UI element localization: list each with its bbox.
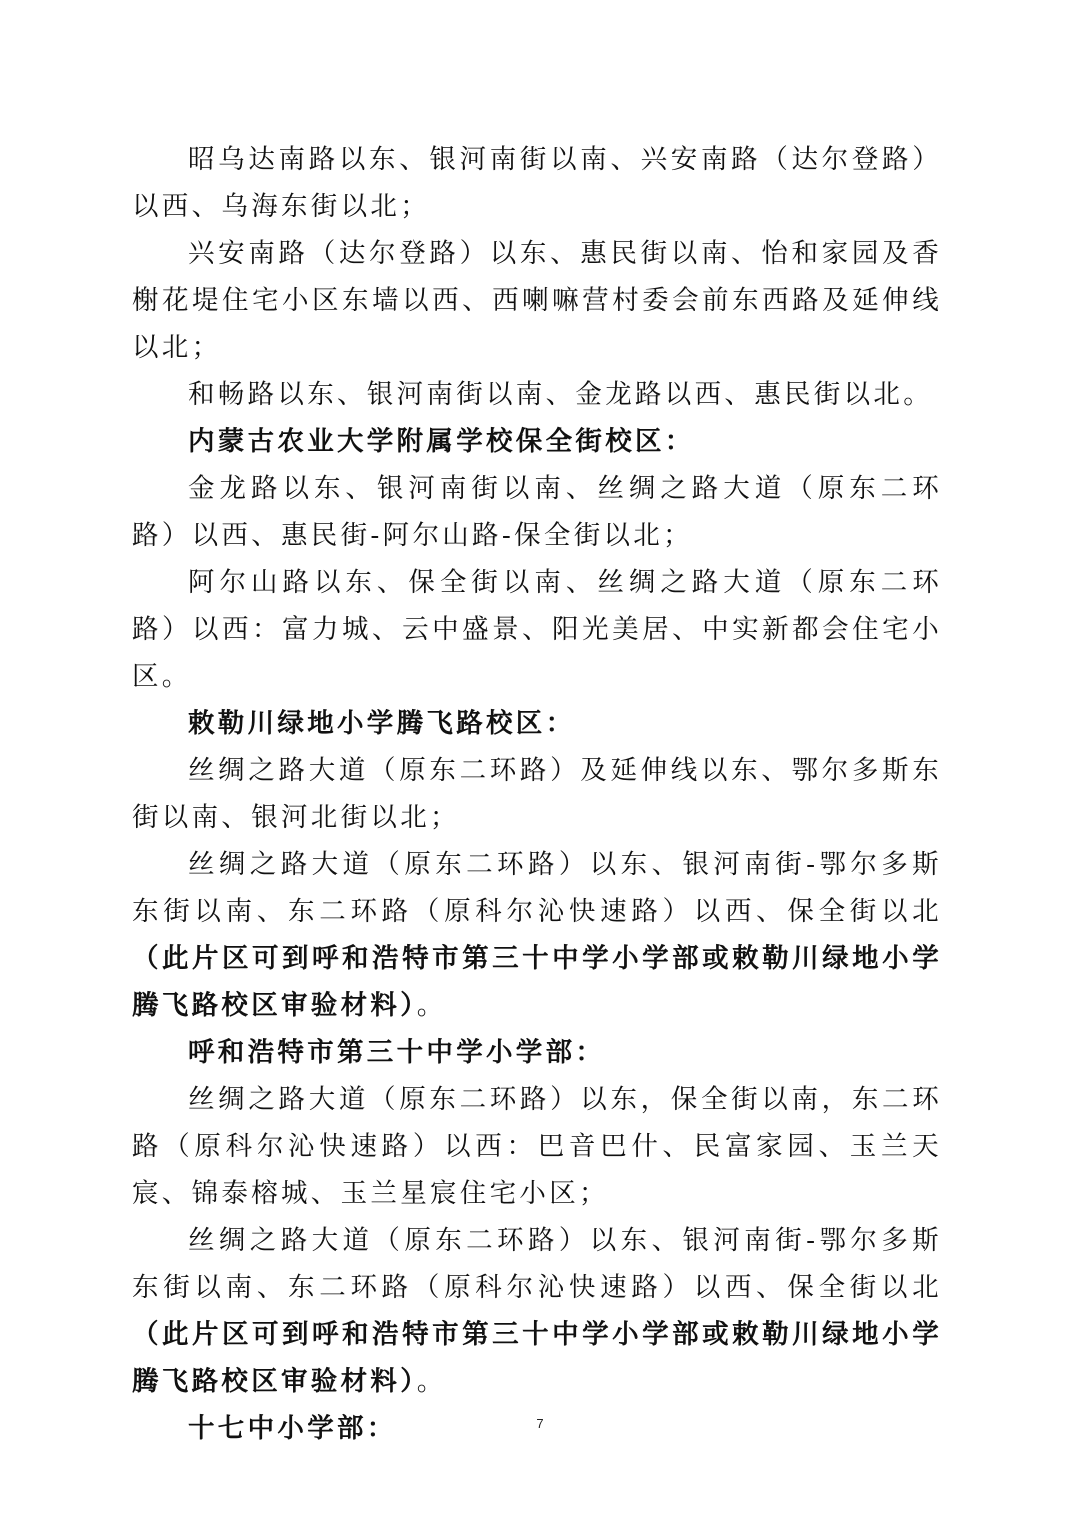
paragraph-9 bbox=[132, 841, 942, 1029]
paragraph-3: 和畅路以东、银河南街以南、金龙路以西、惠民街以北。 bbox=[188, 379, 933, 410]
paragraph-9-tail: 。 bbox=[416, 990, 447, 1021]
paragraph-6: 阿尔山路以东、保全街以南、丝绸之路大道（原东二环路）以西：富力城、云中盛景、阳光美居、中实新都会住宅小区。 bbox=[132, 567, 942, 692]
section-heading-tengfeilu-campus: 敕勒川绿地小学腾飞路校区： bbox=[188, 708, 576, 739]
paragraph-5: 金龙路以东、银河南街以南、丝绸之路大道（原东二环路）以西、惠民街-阿尔山路-保全街以北； bbox=[132, 473, 942, 551]
section-heading-no17-middle-school: 十七中小学部： bbox=[188, 1413, 397, 1444]
section-heading-baoquanjie-campus: 内蒙古农业大学附属学校保全街校区： bbox=[188, 426, 695, 457]
document-body bbox=[132, 136, 942, 1452]
page-number: 7 bbox=[536, 1416, 544, 1431]
paragraph-9-bold-note: （此片区可到呼和浩特市第三十中学小学部或敕勒川绿地小学腾飞路校区审验材料） bbox=[132, 943, 942, 1021]
paragraph-12-text: 丝绸之路大道（原东二环路）以东、银河南街-鄂尔多斯东街以南、东二环路（原科尔沁快速路）以西、保全街以北 bbox=[132, 1225, 942, 1303]
section-heading-no30-middle-school: 呼和浩特市第三十中学小学部： bbox=[188, 1037, 606, 1068]
paragraph-2: 兴安南路（达尔登路）以东、惠民街以南、怡和家园及香榭花堤住宅小区东墙以西、西喇嘛营村委会前东西路及延伸线以北； bbox=[132, 238, 942, 363]
paragraph-8: 丝绸之路大道（原东二环路）及延伸线以东、鄂尔多斯东街以南、银河北街以北； bbox=[132, 755, 942, 833]
paragraph-9-text: 丝绸之路大道（原东二环路）以东、银河南街-鄂尔多斯东街以南、东二环路（原科尔沁快速路）以西、保全街以北 bbox=[132, 849, 942, 927]
paragraph-12-bold-note: （此片区可到呼和浩特市第三十中学小学部或敕勒川绿地小学腾飞路校区审验材料） bbox=[132, 1319, 942, 1397]
paragraph-12 bbox=[132, 1217, 942, 1405]
paragraph-11: 丝绸之路大道（原东二环路）以东，保全街以南，东二环路（原科尔沁快速路）以西：巴音巴什、民富家园、玉兰天宸、锦泰榕城、玉兰星宸住宅小区； bbox=[132, 1084, 942, 1209]
paragraph-1: 昭乌达南路以东、银河南街以南、兴安南路（达尔登路）以西、乌海东街以北； bbox=[132, 144, 942, 222]
paragraph-12-tail: 。 bbox=[416, 1366, 447, 1397]
